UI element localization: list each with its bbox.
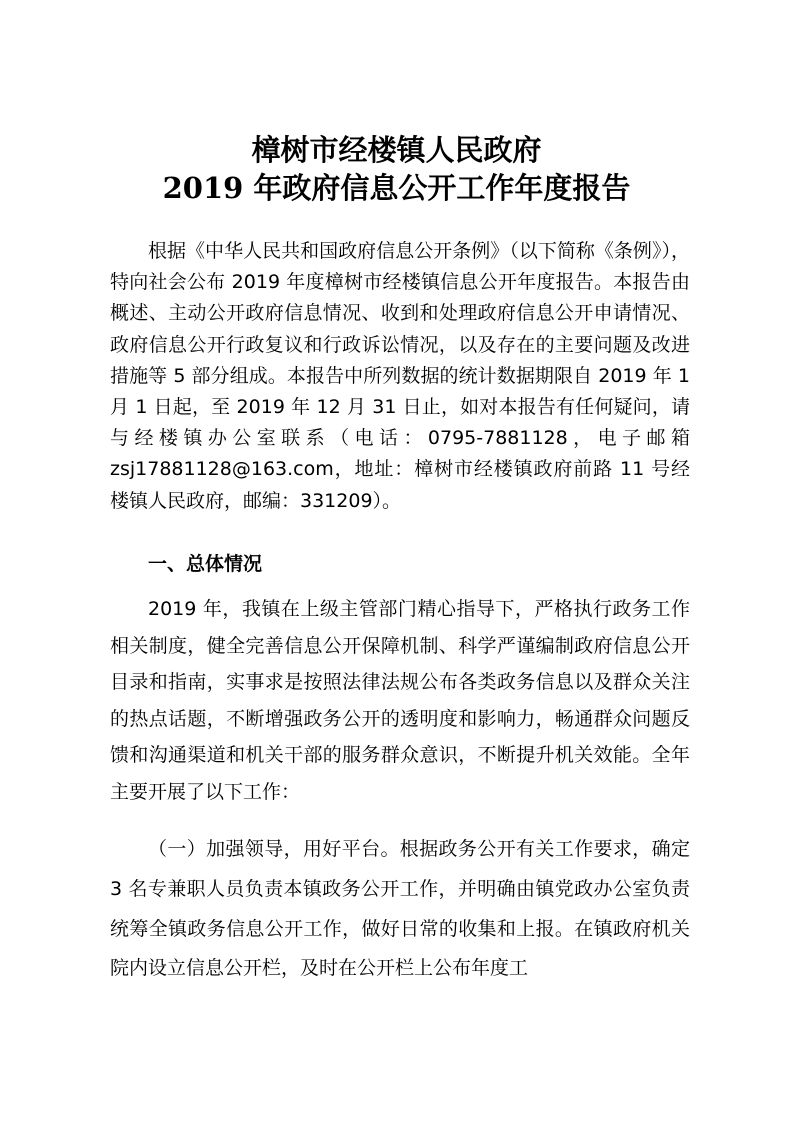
document-title-line1: 樟树市经楼镇人民政府 <box>251 133 542 167</box>
intro-paragraph: 根据《中华人民共和国政府信息公开条例》（以下简称《条例》），特向社会公布 2019 年度樟树市经楼镇信息公开年度报告。本报告由概述、主动公开政府信息情况、收到和处理政府信息公开申请情况、政府信息公开行政复议和行政诉讼情况，以及存在的主要问题及改进措施等 5 部分组成。本报告中所列数据的统计数据期限自 2019 年 1 月 1 日起，至 2019 年 12 月 31 日止，如对本报告有任何疑问，请与经楼镇办公室联系（电话：0795-7881128，电子邮箱 zsj17881128@163.com，地址：樟树市经楼镇政府前路 11 号经楼镇人民政府，邮编：331209）。 <box>110 240 690 512</box>
subsection-1-paragraph: （一）加强领导，用好平台。根据政务公开有关工作要求，确定 3 名专兼职人员负责本镇政务公开工作，并明确由镇党政办公室负责统筹全镇政务信息公开工作，做好日常的收集和上报。在镇政府机关院内设立信息公开栏，及时在公开栏上公布年度工 <box>110 838 690 980</box>
section-heading-overview: 一、总体情况 <box>148 553 263 575</box>
document-title-line2: 2019 年政府信息公开工作年度报告 <box>162 171 631 205</box>
overview-paragraph: 2019 年，我镇在上级主管部门精心指导下，严格执行政务工作相关制度，健全完善信息公开保障机制、科学严谨编制政府信息公开目录和指南，实事求是按照法律法规公布各类政务信息以及群众关注的热点话题，不断增强政务公开的透明度和影响力，畅通群众问题反馈和沟通渠道和机关干部的服务群众意识，不断提升机关效能。全年主要开展了以下工作： <box>110 598 690 803</box>
